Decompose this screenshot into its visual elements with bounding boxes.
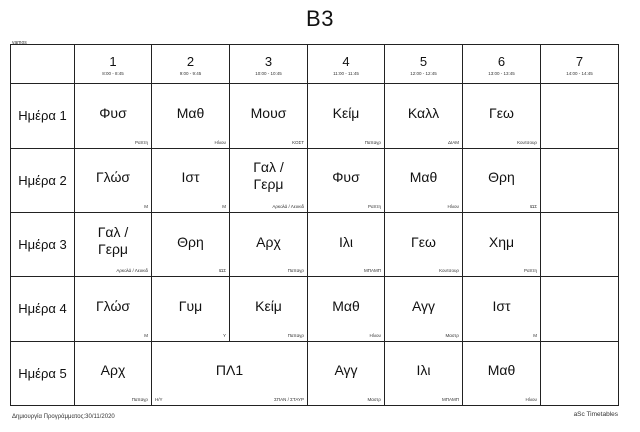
teacher-label: Μ xyxy=(144,332,148,338)
subject-label: Γυμ xyxy=(178,297,203,314)
day-row-3 xyxy=(11,212,619,276)
teacher-label: Μαστρ xyxy=(445,332,459,338)
teacher-label: Αρκολά / Λευκιδ xyxy=(272,203,304,209)
period-time: 12:00 - 12:45 xyxy=(410,71,437,77)
lesson-cell xyxy=(308,84,385,148)
subject-label: Γλώσ xyxy=(95,297,131,314)
subject-label: Θρη xyxy=(488,169,515,186)
subject-label: Μαθ xyxy=(487,362,516,379)
period-header-7 xyxy=(541,45,619,84)
lesson-cell xyxy=(152,277,230,341)
subject-label: Γλώσ xyxy=(95,169,131,186)
period-header-3 xyxy=(230,45,308,84)
subject-label: Ιλι xyxy=(339,233,353,250)
teacher-label: Ηλιου xyxy=(369,332,381,338)
teacher-label: Κουτσουρ xyxy=(517,139,537,145)
top-note: vamos xyxy=(12,40,27,46)
corner-cell xyxy=(11,45,75,84)
subject-line: Γερμ xyxy=(98,240,128,257)
subject-label: Κείμ xyxy=(332,104,360,121)
teacher-label: ΜΠΑΜΠ xyxy=(364,268,381,274)
subject-label: Ιστ xyxy=(181,169,200,186)
subject-label: Ιστ xyxy=(492,297,511,314)
day-row-4 xyxy=(11,277,619,341)
lesson-cell xyxy=(385,341,463,405)
lesson-cell xyxy=(308,341,385,405)
subject-label: Μαθ xyxy=(176,104,205,121)
teacher-label: ΜΠΑΜΠ xyxy=(442,397,459,402)
lesson-cell xyxy=(463,148,541,212)
lesson-cell xyxy=(385,212,463,276)
lesson-cell xyxy=(308,148,385,212)
lesson-cell xyxy=(463,341,541,405)
teacher-label: Μαστρ xyxy=(367,397,381,402)
period-time: 14:00 - 14:45 xyxy=(566,71,593,77)
period-number: 4 xyxy=(342,54,350,70)
lesson-cell xyxy=(230,277,308,341)
period-number: 6 xyxy=(497,54,506,70)
teacher-label: Ραπτη xyxy=(524,268,537,274)
teacher-label: Μ xyxy=(533,332,537,338)
lesson-cell xyxy=(541,212,619,276)
subject-label: Μαθ xyxy=(332,297,360,314)
lesson-cell xyxy=(463,277,541,341)
lesson-cell xyxy=(308,277,385,341)
day-label: Ημέρα 2 xyxy=(11,148,75,212)
subject-label: Αγγ xyxy=(334,362,358,379)
period-number: 5 xyxy=(419,54,428,70)
lesson-cell xyxy=(463,84,541,148)
teacher-label: Αρκολά / Λευκιδ xyxy=(116,268,148,274)
lesson-cell xyxy=(385,148,463,212)
lesson-cell xyxy=(463,212,541,276)
teacher-label: Ραπτη xyxy=(368,203,381,209)
lesson-cell xyxy=(541,341,619,405)
subject-label: Αρχ xyxy=(256,233,281,250)
teacher-label: Παπαγρ xyxy=(287,268,304,274)
lesson-cell xyxy=(230,84,308,148)
subject-label: Γεω xyxy=(411,233,436,250)
subject-label: Φυσ xyxy=(99,104,127,121)
lesson-cell xyxy=(308,212,385,276)
subject-label: Καλλ xyxy=(407,104,440,121)
created-date: Δημιουργία Προγράμματος:30/11/2020 xyxy=(12,414,115,420)
teacher-label: Παπαγρ xyxy=(131,397,148,402)
teacher-label: ΚΟΣΤ xyxy=(292,139,304,145)
teacher-label: Μ xyxy=(144,203,148,209)
day-label: Ημέρα 5 xyxy=(11,341,75,405)
period-number: 2 xyxy=(186,54,195,70)
subject-line: Γαλ / xyxy=(253,159,284,176)
subject-label: Μαθ xyxy=(409,169,438,186)
lesson-cell xyxy=(75,148,152,212)
day-label: Ημέρα 1 xyxy=(11,84,75,148)
lesson-cell xyxy=(541,84,619,148)
teacher-label: Ηλιου xyxy=(214,139,226,145)
lesson-cell xyxy=(75,341,152,405)
teacher-label: ΙΩΣ xyxy=(529,203,537,209)
period-time: 9:00 - 9:45 xyxy=(179,71,202,77)
lesson-cell xyxy=(230,148,308,212)
teacher-label: Ραπτη xyxy=(135,139,148,145)
teacher-label: Υ xyxy=(222,332,226,338)
room-label: Η/Υ xyxy=(155,397,163,402)
period-header-2 xyxy=(152,45,230,84)
day-row-2 xyxy=(11,148,619,212)
teacher-label: Ηλιου xyxy=(525,397,537,402)
lesson-cell xyxy=(385,84,463,148)
teacher-label: Κουτσουρ xyxy=(439,268,459,274)
lesson-cell xyxy=(230,212,308,276)
subject-label: ΠΛ1 xyxy=(215,362,244,379)
lesson-cell xyxy=(541,148,619,212)
subject-label: Μουσ xyxy=(250,104,287,121)
lesson-cell xyxy=(385,277,463,341)
period-header-6 xyxy=(463,45,541,84)
subject-label: Θρη xyxy=(177,233,204,250)
teacher-label: Μ xyxy=(222,203,226,209)
day-label: Ημέρα 3 xyxy=(11,212,75,276)
subject-label: Χημ xyxy=(488,233,515,250)
period-header-1 xyxy=(75,45,152,84)
teacher-label: Παπαγρ xyxy=(287,332,304,338)
timetable-title: B3 xyxy=(306,6,334,31)
period-number: 1 xyxy=(109,54,117,70)
lesson-cell xyxy=(152,212,230,276)
subject-label: Φυσ xyxy=(332,169,360,186)
period-time: 11:00 - 11:45 xyxy=(333,71,359,77)
subject-label: Γεω xyxy=(489,104,514,121)
software-credit: aSc Timetables xyxy=(573,411,618,418)
period-number: 3 xyxy=(264,54,273,70)
lesson-cell xyxy=(541,277,619,341)
teacher-label: Παπαγρ xyxy=(364,139,381,145)
period-time: 13:00 - 13:45 xyxy=(488,71,515,77)
lesson-cell xyxy=(75,212,152,276)
lesson-cell xyxy=(75,277,152,341)
day-label: Ημέρα 4 xyxy=(11,277,75,341)
day-row-5 xyxy=(11,341,619,405)
teacher-label: ΣΠΑΝ / ΣΤΑΥΡ xyxy=(274,397,304,402)
subject-label xyxy=(75,224,151,258)
period-time: 8:00 - 8:45 xyxy=(102,71,124,77)
day-row-1 xyxy=(11,84,619,148)
period-header-5 xyxy=(385,45,463,84)
lesson-cell xyxy=(75,84,152,148)
timetable-grid xyxy=(10,44,619,406)
subject-label: Αγγ xyxy=(411,297,436,314)
lesson-cell xyxy=(152,341,308,405)
lesson-cell xyxy=(152,148,230,212)
subject-label: Αρχ xyxy=(100,362,126,379)
subject-line: Γερμ xyxy=(253,176,284,193)
subject-label: Ιλι xyxy=(416,362,431,379)
subject-line: Γαλ / xyxy=(97,223,129,240)
lesson-cell xyxy=(152,84,230,148)
subject-label xyxy=(230,159,307,193)
period-number: 7 xyxy=(575,54,584,70)
period-time: 10:00 - 10:45 xyxy=(255,71,282,77)
teacher-label: ΙΩΣ xyxy=(218,268,226,274)
subject-label: Κείμ xyxy=(255,297,282,314)
period-header-4 xyxy=(308,45,385,84)
teacher-label: ΔΙΑΜ xyxy=(447,139,459,145)
teacher-label: Ηλιου xyxy=(447,203,459,209)
period-header-row xyxy=(11,45,619,84)
